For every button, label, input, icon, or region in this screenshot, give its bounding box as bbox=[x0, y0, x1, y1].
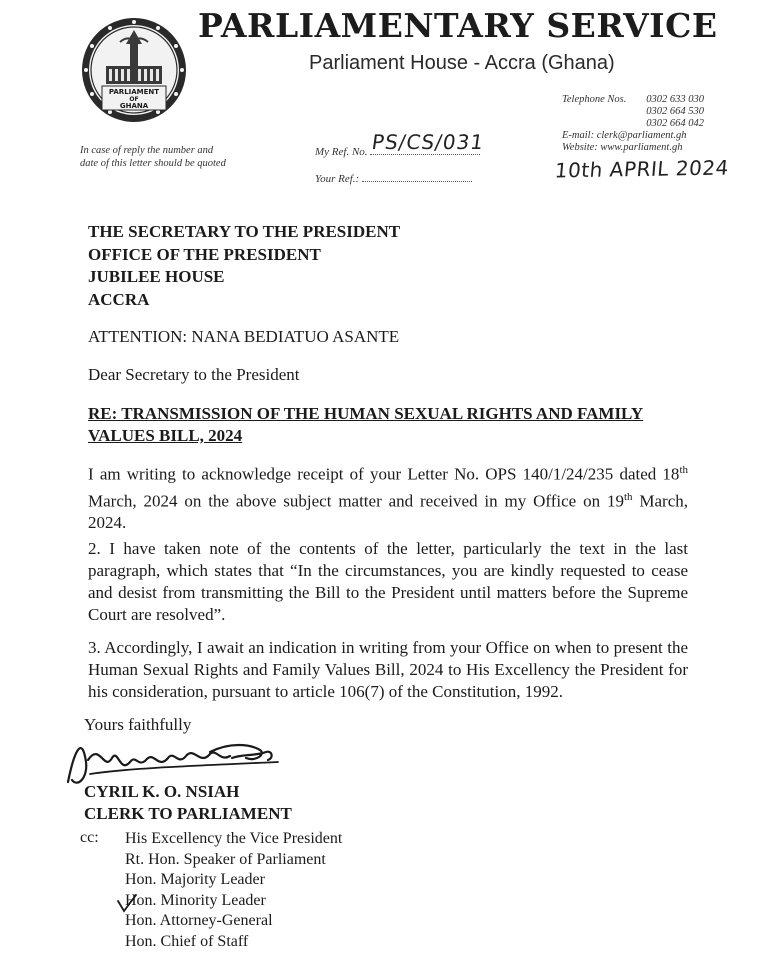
handwritten-tick-icon bbox=[116, 893, 138, 913]
cc-recipient: Hon. Majority Leader bbox=[125, 871, 265, 889]
seal-text-line: OF bbox=[129, 96, 139, 103]
addressee-line: OFFICE OF THE PRESIDENT bbox=[88, 244, 321, 264]
reply-instruction: In case of reply the number and date of this letter should be quoted bbox=[80, 145, 226, 169]
your-reference-label: Your Ref.: bbox=[315, 173, 360, 185]
website-link[interactable]: www.parliament.gh bbox=[600, 142, 683, 153]
organization-location: Parliament House - Accra (Ghana) bbox=[309, 52, 615, 74]
telephone-row bbox=[562, 94, 712, 106]
your-reference bbox=[315, 171, 472, 185]
telephone-number: 0302 664 042 bbox=[646, 118, 704, 129]
telephone-label: Telephone Nos. bbox=[562, 94, 627, 105]
my-reference-label: My Ref. No. bbox=[315, 146, 368, 158]
my-reference-value: PS/CS/031 bbox=[370, 130, 486, 154]
addressee-block bbox=[88, 221, 400, 311]
addressee-line: ACCRA bbox=[88, 289, 150, 309]
valediction: Yours faithfully bbox=[84, 715, 192, 734]
seal-text-line: PARLIAMENT bbox=[108, 88, 160, 96]
cc-recipient: Hon. Chief of Staff bbox=[125, 932, 249, 950]
telephone-number: 0302 633 030 bbox=[646, 94, 704, 105]
p1-text-c: March, 2024. bbox=[88, 491, 688, 533]
email-link[interactable]: clerk@parliament.gh bbox=[596, 130, 687, 141]
cc-recipient: Hon. Minority Leader bbox=[125, 891, 266, 909]
cc-recipient: Hon. Attorney-General bbox=[125, 912, 273, 930]
your-reference-dotted-line bbox=[362, 171, 472, 182]
organization-name: PARLIAMENTARY SERVICE bbox=[198, 6, 718, 45]
parliament-seal-icon bbox=[80, 16, 188, 124]
p1-text-a: I am writing to acknowledge receipt of your Letter No. OPS 140/1/24/235 dated 18 bbox=[88, 464, 680, 484]
seal-text-line: GHANA bbox=[119, 102, 149, 110]
telephone-number: 0302 664 530 bbox=[646, 106, 704, 117]
addressee-line: THE SECRETARY TO THE PRESIDENT bbox=[88, 222, 401, 241]
body-paragraph-1 bbox=[88, 459, 688, 534]
contact-block bbox=[562, 94, 712, 154]
cc-list bbox=[125, 829, 342, 953]
cc-label: cc: bbox=[80, 829, 99, 846]
attention-line: ATTENTION: NANA BEDIATUO ASANTE bbox=[88, 327, 400, 346]
p1-superscript: th bbox=[679, 464, 688, 476]
signatory-block bbox=[84, 781, 292, 825]
subject-line: RE: TRANSMISSION OF THE HUMAN SEXUAL RIGHTS AND FAMILY VALUES BILL, 2024 bbox=[88, 404, 644, 445]
website-row bbox=[562, 142, 712, 154]
salutation: Dear Secretary to the President bbox=[88, 365, 300, 384]
p1-text-b: March, 2024 on the above subject matter and received in my Office on 19 bbox=[88, 491, 624, 511]
email-row bbox=[562, 130, 712, 142]
p1-superscript: th bbox=[623, 490, 633, 503]
email-label: E-mail: bbox=[562, 130, 595, 141]
letter-date: 10th APRIL 2024 bbox=[553, 155, 730, 183]
website-label: Website: bbox=[562, 142, 598, 153]
signatory-title: CLERK TO PARLIAMENT bbox=[84, 804, 292, 823]
cc-recipient: His Excellency the Vice President bbox=[125, 830, 343, 847]
body-paragraph-2: 2. I have taken note of the contents of the letter, particularly the text in the last paragraph, which states that “In the circumstances, you are kindly requested to cease and desist from transmitting the Bill to the President until matters before the Supreme Court are resolved”. bbox=[88, 539, 688, 624]
body-paragraph-3: 3. Accordingly, I await an indication in writing from your Office on when to present the Human Sexual Rights and Family Values Bill, 2024 to His Excellency the President for his consideration, pursuant to article 106(7) of the Constitution, 1992. bbox=[88, 638, 688, 701]
signatory-name: CYRIL K. O. NSIAH bbox=[84, 782, 240, 801]
cc-recipient: Rt. Hon. Speaker of Parliament bbox=[125, 850, 326, 868]
addressee-line: JUBILEE HOUSE bbox=[88, 267, 225, 286]
